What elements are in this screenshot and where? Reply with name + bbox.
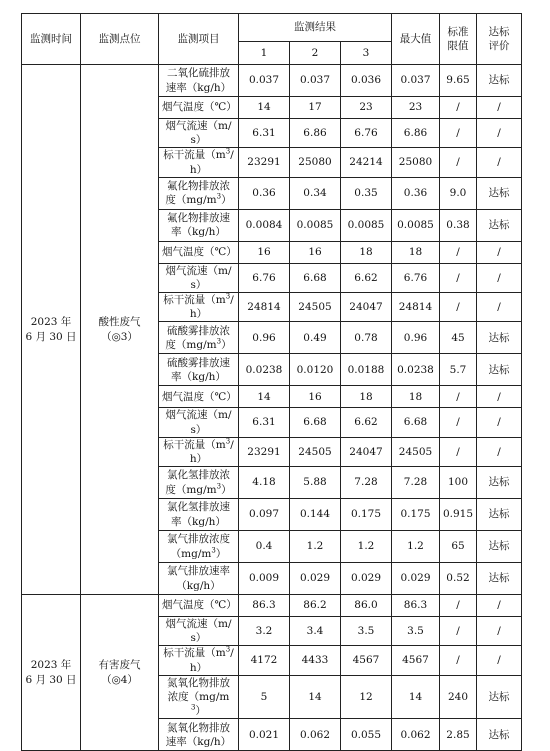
monitor-point-cell [81,595,159,751]
value-cell-eval: / [477,119,522,148]
value-cell-v3: 0.029 [341,563,392,595]
value-cell-v1: 0.097 [239,499,290,531]
monitor-point-name: 有害废气 [98,659,141,672]
header-eval-line2: 评价 [488,40,510,52]
value-cell-eval: 达标 [477,675,522,719]
value-cell-v1: 0.96 [239,322,290,354]
value-cell-v2: 3.4 [290,617,341,646]
value-cell-v2: 0.037 [290,65,341,97]
value-cell-v3: 24047 [341,437,392,466]
value-cell-v2: 24505 [290,437,341,466]
value-cell-v2: 0.0120 [290,354,341,386]
header-limit-line1: 标准 [447,25,469,38]
value-cell-v3: 0.78 [341,322,392,354]
value-cell-limit: 0.52 [440,563,477,595]
value-cell-max: 0.96 [392,322,440,354]
value-cell-limit: / [440,646,477,675]
value-cell-v3: 7.28 [341,467,392,499]
monitor-item-cell: 二氧化硫排放速率（kg/h） [159,65,239,97]
monitor-date-cell [22,65,81,595]
value-cell-v3: 86.0 [341,595,392,617]
header-item: 监测项目 [159,14,239,65]
value-cell-eval: / [477,617,522,646]
monitor-date-cell [22,595,81,751]
value-cell-eval: / [477,241,522,263]
value-cell-v1: 0.36 [239,177,290,209]
value-cell-v1: 24814 [239,293,290,322]
value-cell-v2: 4433 [290,646,341,675]
monitor-item-cell: 硫酸雾排放速率（kg/h） [159,354,239,386]
value-cell-v2: 0.029 [290,563,341,595]
value-cell-limit: / [440,386,477,408]
value-cell-v3: 4567 [341,646,392,675]
value-cell-max: 6.76 [392,263,440,292]
value-cell-eval: / [477,263,522,292]
value-cell-limit: / [440,408,477,437]
value-cell-max: 14 [392,675,440,719]
value-cell-max: 23 [392,97,440,119]
header-limit-line2: 限值 [447,40,469,52]
value-cell-v1: 23291 [239,437,290,466]
value-cell-max: 24814 [392,293,440,322]
header-point: 监测点位 [81,14,159,65]
monitor-point-code: （◎4） [101,673,138,686]
value-cell-v2: 0.0085 [290,209,341,241]
value-cell-limit: 100 [440,467,477,499]
value-cell-v2: 24505 [290,293,341,322]
header-results: 监测结果 [239,14,392,42]
value-cell-v2: 86.2 [290,595,341,617]
value-cell-limit: 9.65 [440,65,477,97]
monitor-date-year: 2023 年 [30,659,72,672]
value-cell-v3: 6.62 [341,408,392,437]
value-cell-max: 6.68 [392,408,440,437]
value-cell-eval: 达标 [477,531,522,563]
value-cell-v1: 6.31 [239,119,290,148]
value-cell-limit: 65 [440,531,477,563]
value-cell-v1: 14 [239,97,290,119]
table-row [22,65,522,97]
monitor-point-code: （◎3） [101,330,138,343]
value-cell-v3: 23 [341,97,392,119]
value-cell-v3: 12 [341,675,392,719]
value-cell-v2: 0.34 [290,177,341,209]
monitor-item-cell: 氯气排放速率（kg/h） [159,563,239,595]
value-cell-max: 25080 [392,148,440,177]
value-cell-limit: 9.0 [440,177,477,209]
value-cell-limit: / [440,119,477,148]
value-cell-max: 0.36 [392,177,440,209]
monitor-item-cell: 氯气排放浓度$(mg/m^3)$ [159,531,239,563]
value-cell-eval: / [477,97,522,119]
monitor-item-cell: 烟气流速（m/s） [159,119,239,148]
value-cell-max: 3.5 [392,617,440,646]
value-cell-v3: 24047 [341,293,392,322]
value-cell-v1: 86.3 [239,595,290,617]
value-cell-eval: / [477,646,522,675]
value-cell-v3: 24214 [341,148,392,177]
value-cell-max: 0.029 [392,563,440,595]
value-cell-eval: / [477,437,522,466]
value-cell-v1: 5 [239,675,290,719]
monitor-point-cell [81,65,159,595]
value-cell-v1: 0.037 [239,65,290,97]
value-cell-limit: / [440,437,477,466]
value-cell-v2: 25080 [290,148,341,177]
value-cell-v2: 0.062 [290,719,341,751]
monitor-item-cell: 氟化物排放浓度$(mg/m^3)$ [159,177,239,209]
header-eval [477,14,522,65]
value-cell-max: 6.86 [392,119,440,148]
header-run-1: 1 [239,42,290,65]
table-row [22,595,522,617]
value-cell-v1: 0.0084 [239,209,290,241]
value-cell-limit: / [440,263,477,292]
value-cell-max: 7.28 [392,467,440,499]
value-cell-v3: 0.175 [341,499,392,531]
value-cell-max: 18 [392,386,440,408]
value-cell-eval: 达标 [477,467,522,499]
monitor-item-cell: 标干流量$(m^3/h)$ [159,437,239,466]
monitor-date-year: 2023 年 [30,316,72,329]
value-cell-max: 0.037 [392,65,440,97]
value-cell-v1: 4172 [239,646,290,675]
value-cell-v2: 1.2 [290,531,341,563]
monitor-item-cell: 烟气流速（m/s） [159,617,239,646]
monitor-date-day: 6 月 30 日 [25,673,77,686]
monitor-item-cell: 烟气温度（℃） [159,241,239,263]
value-cell-eval: 达标 [477,719,522,751]
monitor-item-cell: 硫酸雾排放浓度$(mg/m^3)$ [159,322,239,354]
value-cell-max: 0.062 [392,719,440,751]
value-cell-v3: 6.76 [341,119,392,148]
value-cell-eval: 达标 [477,354,522,386]
value-cell-max: 86.3 [392,595,440,617]
header-max: 最大值 [392,14,440,65]
value-cell-max: 0.0085 [392,209,440,241]
value-cell-v3: 0.0085 [341,209,392,241]
value-cell-eval: / [477,293,522,322]
value-cell-v1: 6.76 [239,263,290,292]
monitor-item-cell: 氮氧化物排放浓度$(mg/m^3)$ [159,675,239,719]
monitor-item-cell: 烟气温度（℃） [159,595,239,617]
value-cell-eval: / [477,386,522,408]
value-cell-max: 1.2 [392,531,440,563]
monitor-item-cell: 烟气温度（℃） [159,386,239,408]
value-cell-eval: 达标 [477,177,522,209]
header-time: 监测时间 [22,14,81,65]
value-cell-limit: / [440,293,477,322]
value-cell-max: 0.0238 [392,354,440,386]
value-cell-v1: 0.0238 [239,354,290,386]
value-cell-limit: 0.915 [440,499,477,531]
value-cell-limit: / [440,148,477,177]
value-cell-limit: 45 [440,322,477,354]
value-cell-limit: 2.85 [440,719,477,751]
monitor-item-cell: 标干流量$(m^3/h)$ [159,293,239,322]
value-cell-v2: 14 [290,675,341,719]
value-cell-v2: 6.68 [290,408,341,437]
value-cell-v2: 6.68 [290,263,341,292]
value-cell-eval: / [477,148,522,177]
value-cell-v3: 0.0188 [341,354,392,386]
value-cell-v3: 0.055 [341,719,392,751]
value-cell-v2: 6.86 [290,119,341,148]
value-cell-limit: 0.38 [440,209,477,241]
value-cell-v1: 0.009 [239,563,290,595]
monitor-date-day: 6 月 30 日 [25,330,77,343]
value-cell-eval: / [477,408,522,437]
table-body [22,14,522,751]
value-cell-v3: 1.2 [341,531,392,563]
value-cell-v2: 16 [290,241,341,263]
monitor-item-cell: 氯化氢排放速率（kg/h） [159,499,239,531]
monitor-point-name: 酸性废气 [98,316,141,329]
value-cell-v2: 0.144 [290,499,341,531]
value-cell-v1: 16 [239,241,290,263]
value-cell-limit: / [440,595,477,617]
value-cell-eval: 达标 [477,563,522,595]
value-cell-limit: / [440,241,477,263]
value-cell-v1: 6.31 [239,408,290,437]
monitoring-table [21,13,522,751]
monitor-item-cell: 氯化氢排放浓度$(mg/m^3)$ [159,467,239,499]
value-cell-max: 18 [392,241,440,263]
value-cell-limit: 240 [440,675,477,719]
value-cell-max: 4567 [392,646,440,675]
value-cell-v2: 16 [290,386,341,408]
monitor-item-cell: 烟气流速（m/s） [159,408,239,437]
monitor-item-cell: 烟气温度（℃） [159,97,239,119]
value-cell-max: 0.175 [392,499,440,531]
monitor-item-cell: 氮氧化物排放速率（kg/h） [159,719,239,751]
value-cell-v3: 3.5 [341,617,392,646]
value-cell-v1: 23291 [239,148,290,177]
value-cell-limit: 5.7 [440,354,477,386]
value-cell-v2: 17 [290,97,341,119]
value-cell-v3: 6.62 [341,263,392,292]
value-cell-v1: 0.021 [239,719,290,751]
value-cell-v1: 14 [239,386,290,408]
value-cell-limit: / [440,617,477,646]
value-cell-v1: 3.2 [239,617,290,646]
value-cell-eval: 达标 [477,322,522,354]
value-cell-v2: 0.49 [290,322,341,354]
value-cell-v1: 4.18 [239,467,290,499]
value-cell-v2: 5.88 [290,467,341,499]
monitor-item-cell: 标干流量$(m^3/h)$ [159,148,239,177]
header-run-2: 2 [290,42,341,65]
value-cell-eval: / [477,595,522,617]
monitor-item-cell: 氟化物排放速率（kg/h） [159,209,239,241]
header-row [22,14,522,42]
header-limit [440,14,477,65]
value-cell-v3: 18 [341,241,392,263]
value-cell-v3: 0.35 [341,177,392,209]
value-cell-v3: 18 [341,386,392,408]
value-cell-max: 24505 [392,437,440,466]
value-cell-eval: 达标 [477,499,522,531]
value-cell-v3: 0.036 [341,65,392,97]
header-eval-line1: 达标 [488,25,510,38]
monitor-item-cell: 烟气流速（m/s） [159,263,239,292]
header-run-3: 3 [341,42,392,65]
value-cell-eval: 达标 [477,65,522,97]
monitor-item-cell: 标干流量$(m^3/h)$ [159,646,239,675]
value-cell-limit: / [440,97,477,119]
value-cell-v1: 0.4 [239,531,290,563]
value-cell-eval: 达标 [477,209,522,241]
